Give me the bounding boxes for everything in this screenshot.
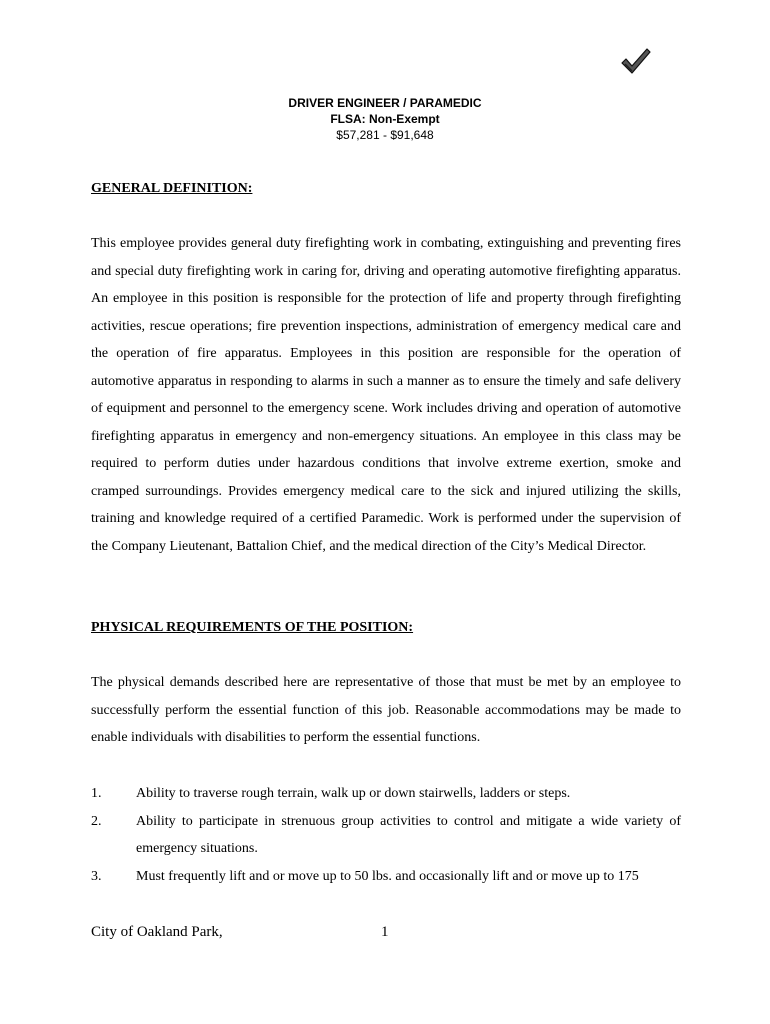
list-item	[91, 780, 681, 808]
physical-requirements-text: The physical demands described here are representative of those that must be met by an employee to successfully perform the essential function of this job. Reasonable accommodations may be made to enable individuals with disabilities to perform the essential functions.	[91, 675, 681, 745]
list-item	[91, 808, 681, 863]
list-item-number: 3.	[91, 868, 102, 884]
job-title: DRIVER ENGINEER / PARAMEDIC	[288, 96, 482, 110]
list-item-text: Ability to participate in strenuous group activities to control and mitigate a wide variety of emergency situations.	[136, 813, 681, 856]
list-item-number: 2.	[91, 813, 102, 829]
list-item-text: Must frequently lift and or move up to 50 lbs. and occasionally lift and or move up to 175	[136, 868, 639, 884]
general-definition-heading: GENERAL DEFINITION:	[91, 181, 253, 196]
list-item	[91, 863, 681, 891]
general-definition-text: This employee provides general duty firefighting work in combating, extinguishing and preventing fires and special duty firefighting work in caring for, driving and operating automotive firefighting apparatus. An employee in this position is responsible for the protection of life and property through firefighting activities, rescue operations; fire prevention inspections, administration of emergency medical care and the operation of fire apparatus. Employees in this position are responsible for the operation of automotive apparatus in responding to alarms in such a manner as to ensure the timely and safe delivery of equipment and personnel to the emergency scene. Work includes driving and operation of automotive firefighting apparatus in emergency and non-emergency situations. An employee in this class may be required to perform duties under hazardous conditions that involve extreme exertion, smoke and cramped surroundings. Provides emergency medical care to the sick and injured utilizing the skills, training and knowledge required of a certified Paramedic. Work is performed under the supervision of the Company Lieutenant, Battalion Chief, and the medical direction of the City’s Medical Director.	[91, 236, 681, 554]
checkmark-icon	[620, 46, 652, 76]
footer-organization: City of Oakland Park,	[91, 924, 223, 940]
flsa-status: FLSA: Non-Exempt	[330, 112, 440, 126]
requirements-list	[91, 780, 681, 890]
physical-requirements-heading: PHYSICAL REQUIREMENTS OF THE POSITION:	[91, 620, 414, 635]
list-item-text: Ability to traverse rough terrain, walk up or down stairwells, ladders or steps.	[136, 786, 571, 801]
page-number: 1	[381, 924, 389, 940]
list-item-number: 1.	[91, 786, 102, 801]
salary-range: $57,281 - $91,648	[336, 128, 434, 142]
